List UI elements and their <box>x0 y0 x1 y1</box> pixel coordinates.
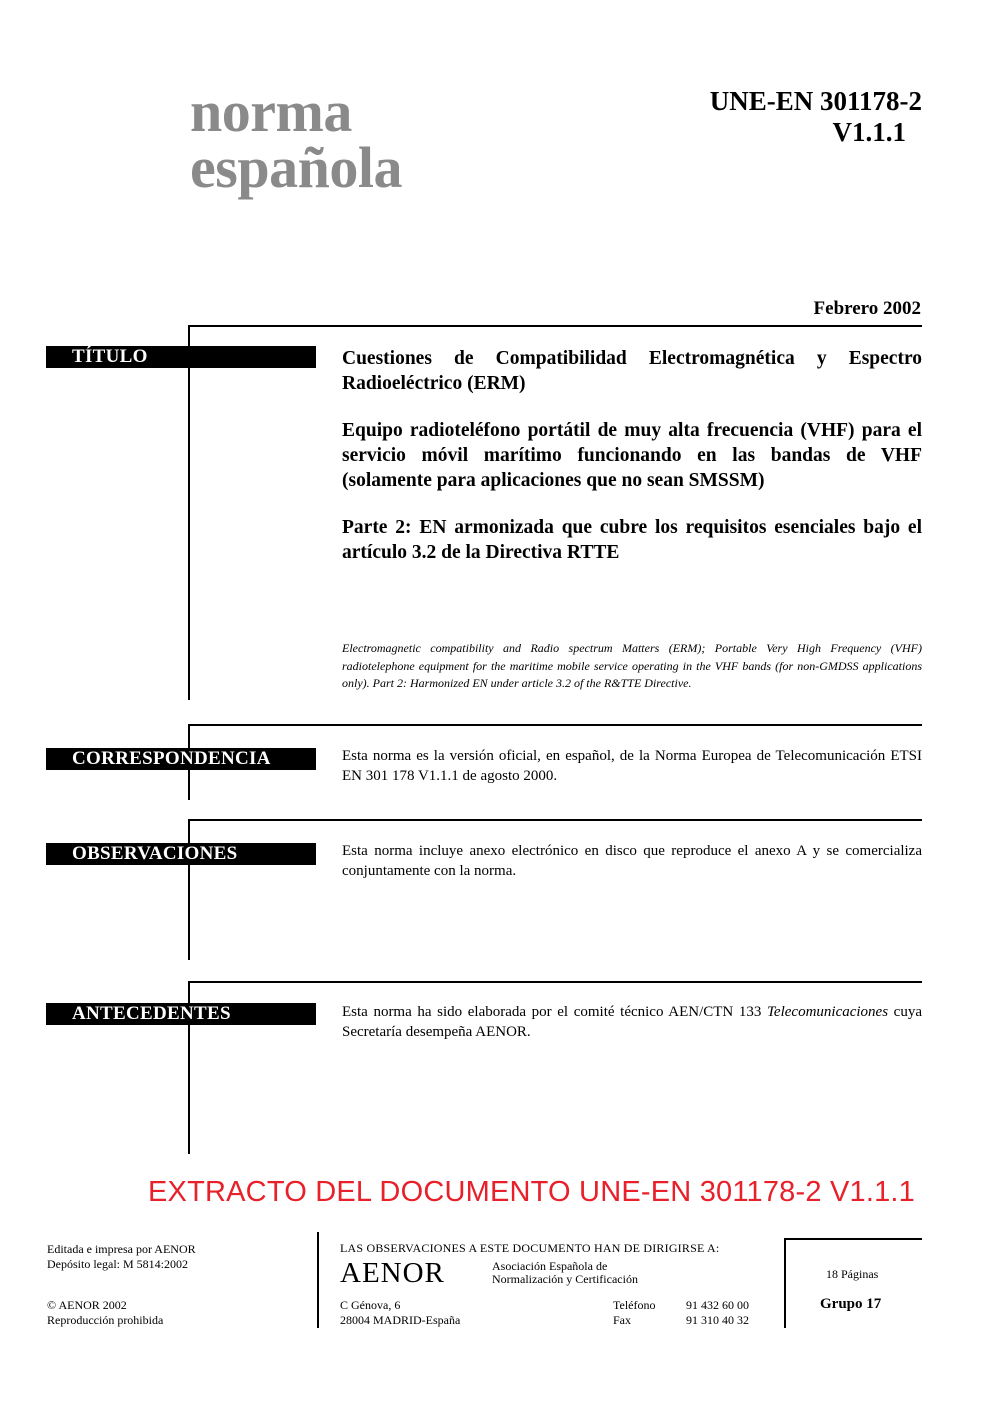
label-titulo: TÍTULO <box>46 346 316 368</box>
brand-title <box>190 79 402 200</box>
label-antecedentes: ANTECEDENTES <box>46 1003 316 1025</box>
footer-divider-left <box>317 1232 319 1328</box>
antecedentes-committee: Telecomunicaciones <box>766 1004 889 1020</box>
title-part-1: Cuestiones de Compatibilidad Electromagnética y Espectro Radioeléctrico (ERM) <box>342 348 922 394</box>
aenor-address <box>340 1298 460 1328</box>
standard-version: V1.1.1 <box>832 117 906 147</box>
brand-line-2: española <box>190 135 402 200</box>
english-title: Electromagnetic compatibility and Radio spectrum Matters (ERM); Portable Very High Frequency (VHF) radiotelephone equipment for the maritime mobile service operating in the VHF bands (for non-GMDSS applications only). Part 2: Harmonized EN under article 3.2 of the R&TTE Directive. <box>342 641 922 690</box>
label-observaciones: OBSERVACIONES <box>46 843 316 865</box>
label-correspondencia: CORRESPONDENCIA <box>46 748 316 770</box>
antecedentes-text-before: Esta norma ha sido elaborada por el comité técnico AEN/CTN 133 <box>342 1004 767 1020</box>
rule-top <box>188 325 922 327</box>
observaciones-text: Esta norma incluye anexo electrónico en disco que reproduce el anexo A y se comercializa conjuntamente con la norma. <box>342 843 922 879</box>
standard-code <box>710 86 922 148</box>
extract-notice: EXTRACTO DEL DOCUMENTO UNE-EN 301178-2 V1.1.1 <box>148 1176 915 1208</box>
footer-publisher <box>47 1242 196 1272</box>
phone-label: Teléfono <box>613 1298 656 1312</box>
aenor-full-name <box>492 1260 638 1286</box>
rule-vertical-titulo <box>188 325 190 700</box>
rule-correspondencia <box>188 724 922 726</box>
footer-box-top <box>784 1238 922 1240</box>
rule-antecedentes <box>188 981 922 983</box>
fax-value: 91 310 40 32 <box>686 1313 749 1327</box>
publication-date: Febrero 2002 <box>813 298 921 319</box>
copyright: © AENOR 2002 <box>47 1298 127 1312</box>
phone-value: 91 432 60 00 <box>686 1298 749 1312</box>
antecedentes-text-after: cuya Secretaría desempeña AENOR. <box>342 1004 922 1040</box>
aenor-name-line-1: Asociación Española de <box>492 1259 608 1273</box>
observations-heading: LAS OBSERVACIONES A ESTE DOCUMENTO HAN DE DIRIGIRSE A: <box>340 1241 720 1255</box>
reproduction-notice: Reproducción prohibida <box>47 1313 164 1327</box>
address-line-2: 28004 MADRID-España <box>340 1313 461 1327</box>
aenor-logo: AENOR <box>340 1257 445 1289</box>
fax-label: Fax <box>613 1313 631 1327</box>
address-line-1: C Génova, 6 <box>340 1298 401 1312</box>
legal-deposit: Depósito legal: M 5814:2002 <box>47 1257 188 1271</box>
edited-by: Editada e impresa por AENOR <box>47 1242 196 1256</box>
footer-divider-right <box>784 1238 786 1328</box>
aenor-name-line-2: Normalización y Certificación <box>492 1272 638 1286</box>
title-part-2: Equipo radioteléfono portátil de muy alta frecuencia (VHF) para el servicio móvil marítimo funcionando en las bandas de VHF (solamente para aplicaciones que no sean SMSSM) <box>342 420 922 491</box>
price-group: Grupo 17 <box>820 1296 882 1312</box>
standard-number: UNE-EN 301178-2 <box>709 86 922 116</box>
correspondencia-text: Esta norma es la versión oficial, en español, de la Norma Europea de Telecomunicación ETSI EN 301 178 V1.1.1 de agosto 2000. <box>342 748 922 784</box>
contact-values <box>686 1298 749 1328</box>
title-block <box>342 346 922 587</box>
page-count: 18 Páginas <box>826 1267 879 1281</box>
title-part-3: Parte 2: EN armonizada que cubre los requisitos esenciales bajo el artículo 3.2 de la Directiva RTTE <box>342 517 922 563</box>
contact-labels <box>613 1298 655 1328</box>
footer-copyright <box>47 1298 163 1328</box>
antecedentes-text <box>342 1002 922 1042</box>
rule-vertical-observaciones <box>188 819 190 960</box>
brand-line-1: norma <box>190 79 352 144</box>
rule-observaciones <box>188 819 922 821</box>
